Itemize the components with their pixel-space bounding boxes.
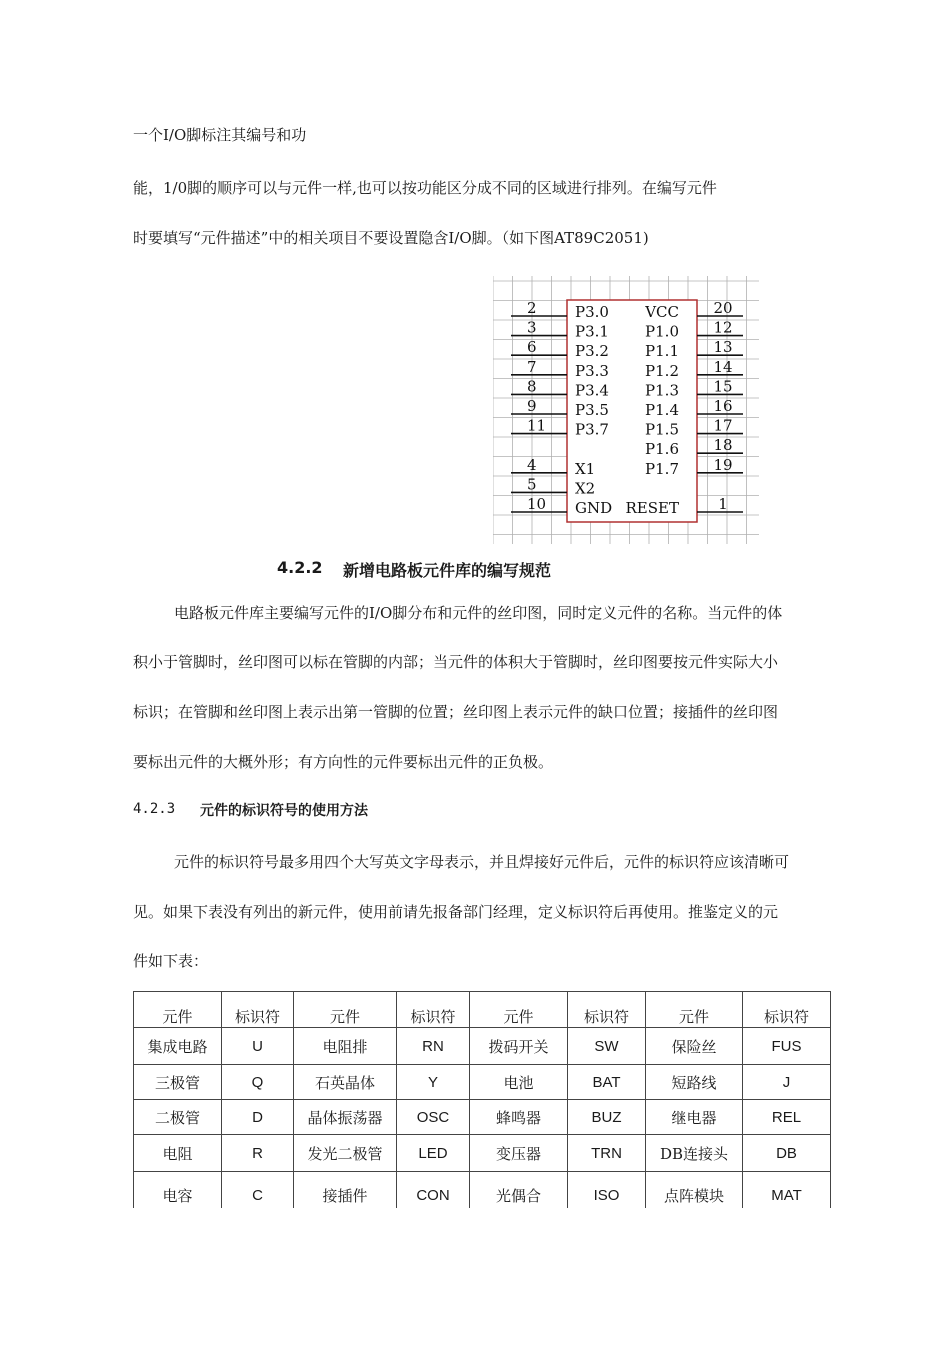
- pin-label: P1.3: [645, 381, 679, 400]
- table-cell: OSC: [397, 1100, 470, 1135]
- pin-number: 4: [527, 455, 537, 474]
- pin-label: P1.6: [645, 440, 679, 459]
- pin-label: RESET: [625, 499, 679, 517]
- table-cell: 二极管: [134, 1100, 222, 1135]
- pin-label: X1: [575, 459, 596, 478]
- table-cell: BAT: [568, 1065, 646, 1100]
- table-header-cell: 标识符: [397, 992, 470, 1028]
- table-cell: 电容: [134, 1172, 222, 1220]
- table-cell: 电阻: [134, 1135, 222, 1172]
- paragraph-line: 一个I/O脚标注其编号和功: [133, 126, 307, 144]
- pin-number: 18: [713, 436, 733, 455]
- table-cell: C: [222, 1172, 294, 1220]
- page-bottom-margin: [0, 1208, 950, 1348]
- pin-label: P1.5: [645, 420, 679, 439]
- pin-number: 8: [527, 377, 537, 396]
- table-cell: 集成电路: [134, 1028, 222, 1065]
- pin-label: P1.2: [645, 361, 679, 380]
- pin-number: 12: [713, 318, 733, 337]
- table-cell: 三极管: [134, 1065, 222, 1100]
- pin-label: GND: [575, 499, 613, 517]
- pin-label: P3.0: [575, 303, 609, 321]
- table-cell: CON: [397, 1172, 470, 1220]
- table-row: [134, 1028, 831, 1065]
- table-cell: LED: [397, 1135, 470, 1172]
- table-cell: 蜂鸣器: [470, 1100, 568, 1135]
- section-number: 4.2.2: [277, 558, 323, 577]
- table-cell: MAT: [743, 1172, 831, 1220]
- pin-label: P3.5: [575, 401, 609, 419]
- table-header-cell: 标识符: [568, 992, 646, 1028]
- table-cell: DB: [743, 1135, 831, 1172]
- pin-label: P3.1: [575, 322, 609, 341]
- pin-number: 9: [527, 397, 537, 415]
- component-identifier-table: [133, 991, 831, 1220]
- pin-label: P3.7: [575, 420, 609, 439]
- table-header-row: [134, 992, 831, 1028]
- pin-number: 17: [713, 416, 733, 435]
- table-cell: BUZ: [568, 1100, 646, 1135]
- table-cell: J: [743, 1065, 831, 1100]
- pin-number: 13: [713, 338, 733, 357]
- table-cell: FUS: [743, 1028, 831, 1065]
- section-title: 元件的标识符号的使用方法: [200, 803, 368, 819]
- pin-number: 20: [713, 299, 733, 317]
- table-cell: 石英晶体: [294, 1065, 397, 1100]
- table-cell: DB连接头: [646, 1135, 743, 1172]
- pin-number: 16: [713, 397, 733, 415]
- pin-number: 10: [527, 495, 547, 513]
- table-cell: 点阵模块: [646, 1172, 743, 1220]
- table-cell: 拨码开关: [470, 1028, 568, 1065]
- table-cell: 变压器: [470, 1135, 568, 1172]
- section-number: 4.2.3: [133, 801, 176, 817]
- pin-label: VCC: [645, 303, 679, 321]
- table-row: [134, 1135, 831, 1172]
- pin-number: 15: [713, 377, 733, 396]
- paragraph-line: 标识；在管脚和丝印图上表示出第一管脚的位置；丝印图上表示元件的缺口位置；接插件的丝印图: [133, 703, 779, 721]
- pin-number: 5: [527, 475, 537, 494]
- table-cell: TRN: [568, 1135, 646, 1172]
- pin-label: P1.7: [645, 459, 679, 478]
- table-row: [134, 1065, 831, 1100]
- table-cell: 晶体振荡器: [294, 1100, 397, 1135]
- table-cell: R: [222, 1135, 294, 1172]
- paragraph-line: 元件的标识符号最多用四个大写英文字母表示，并且焊接好元件后，元件的标识符应该清晰可: [174, 853, 790, 871]
- pin-label: P1.0: [645, 322, 679, 341]
- table-header-cell: 标识符: [222, 992, 294, 1028]
- table-cell: Y: [397, 1065, 470, 1100]
- pin-number: 1: [718, 495, 728, 513]
- table-cell: 接插件: [294, 1172, 397, 1220]
- table-cell: 短路线: [646, 1065, 743, 1100]
- table-header-cell: 元件: [134, 992, 222, 1028]
- table-header-cell: 元件: [470, 992, 568, 1028]
- at89c2051-schematic: [493, 276, 759, 544]
- table-cell: 保险丝: [646, 1028, 743, 1065]
- pin-label: P3.3: [575, 361, 609, 380]
- table-header-cell: 标识符: [743, 992, 831, 1028]
- paragraph-line: 时要填写“元件描述”中的相关项目不要设置隐含I/O脚。（如下图AT89C2051): [133, 229, 649, 247]
- pin-label: P1.1: [645, 342, 679, 361]
- paragraph-line: 件如下表：: [133, 952, 209, 970]
- table-row: [134, 1100, 831, 1135]
- paragraph-line: 要标出元件的大概外形；有方向性的元件要标出元件的正负极。: [133, 753, 554, 771]
- pin-number: 6: [527, 338, 537, 357]
- table-cell: 发光二极管: [294, 1135, 397, 1172]
- paragraph-line: 能，1/0脚的顺序可以与元件一样,也可以按功能区分成不同的区域进行排列。在编写元件: [133, 179, 717, 197]
- table-cell: 电池: [470, 1065, 568, 1100]
- pin-label: X2: [575, 479, 596, 498]
- table-header-cell: 元件: [294, 992, 397, 1028]
- pin-number: 11: [527, 416, 547, 435]
- section-title: 新增电路板元件库的编写规范: [343, 561, 552, 580]
- pin-number: 19: [713, 455, 733, 474]
- table-cell: SW: [568, 1028, 646, 1065]
- pin-label: P3.2: [575, 342, 609, 361]
- pin-number: 7: [527, 357, 537, 376]
- pin-label: P1.4: [645, 401, 679, 419]
- table-cell: 电阻排: [294, 1028, 397, 1065]
- table-header-cell: 元件: [646, 992, 743, 1028]
- table-cell: RN: [397, 1028, 470, 1065]
- paragraph-line: 见。如果下表没有列出的新元件，使用前请先报备部门经理，定义标识符后再使用。推鉴定义的元: [133, 903, 779, 921]
- pin-number: 2: [527, 299, 537, 317]
- table-cell: 光偶合: [470, 1172, 568, 1220]
- paragraph-line: 积小于管脚时，丝印图可以标在管脚的内部；当元件的体积大于管脚时，丝印图要按元件实际大小: [133, 653, 779, 671]
- pin-number: 14: [713, 357, 733, 376]
- table-cell: U: [222, 1028, 294, 1065]
- table-cell: 继电器: [646, 1100, 743, 1135]
- pin-number: 3: [527, 318, 537, 337]
- paragraph-line: 电路板元件库主要编写元件的I/O脚分布和元件的丝印图，同时定义元件的名称。当元件的体: [174, 604, 783, 622]
- table-cell: D: [222, 1100, 294, 1135]
- table-cell: ISO: [568, 1172, 646, 1220]
- table-cell: REL: [743, 1100, 831, 1135]
- pin-label: P3.4: [575, 381, 609, 400]
- table-cell: Q: [222, 1065, 294, 1100]
